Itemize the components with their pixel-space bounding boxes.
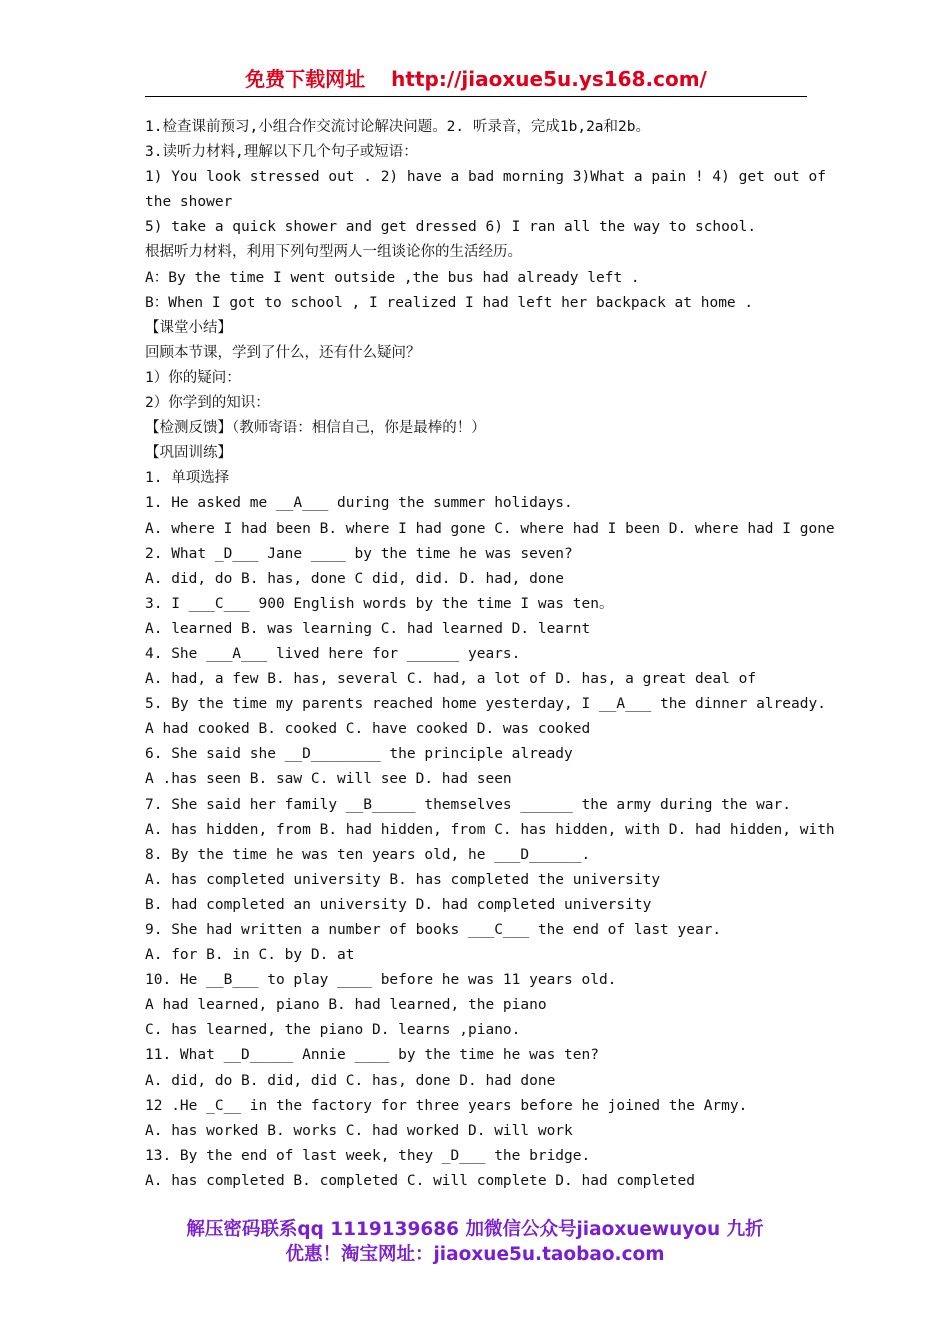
options-line: B. had completed an university D. had completed university	[145, 896, 652, 913]
page-header	[145, 62, 807, 96]
options-line: A. for B. in C. by D. at	[145, 947, 355, 964]
question-line: 6. She said she __D________ the principle already	[145, 746, 573, 763]
options-line: A had learned, piano B. had learned, the piano	[145, 997, 547, 1014]
footer-line-shop[interactable]: 优惠！淘宝网址：jiaoxue5u.taobao.com	[285, 1244, 665, 1265]
text-line: B：When I got to school , I realized I had left her backpack at home .	[145, 294, 754, 311]
options-line: A. has completed university B. has completed the university	[145, 871, 661, 888]
question-line: 3. I ___C___ 900 English words by the time I was ten。	[145, 595, 614, 612]
text-line: 1. 单项选择	[145, 470, 230, 487]
question-line: 11. What __D_____ Annie ____ by the time he was ten?	[145, 1047, 599, 1064]
question-line: 1. He asked me __A___ during the summer holidays.	[145, 495, 573, 512]
options-line: A had cooked B. cooked C. have cooked D. was cooked	[145, 721, 591, 738]
options-line: C. has learned, the piano D. learns ,piano.	[145, 1022, 521, 1039]
header-url[interactable]: http://jiaoxue5u.ys168.com/	[391, 67, 707, 91]
options-line: A .has seen B. saw C. will see D. had seen	[145, 771, 512, 788]
question-line: 13. By the end of last week, they _D___ the bridge.	[145, 1147, 591, 1164]
options-line: A. did, do B. did, did C. has, done D. had done	[145, 1072, 556, 1089]
header-label: 免费下载网址	[245, 67, 366, 91]
options-line: A. has completed B. completed C. will complete D. had completed	[145, 1172, 695, 1189]
text-line: 1）你的疑问：	[145, 369, 241, 386]
text-line: 回顾本节课，学到了什么，还有什么疑问？	[145, 344, 421, 361]
section-heading: 【检测反馈】（教师寄语：相信自己，你是最棒的！）	[145, 420, 486, 437]
text-line: 1.检查课前预习,小组合作交流讨论解决问题。2. 听录音，完成1b,2a和2b。	[145, 119, 650, 135]
text-line: 2）你学到的知识：	[145, 395, 270, 412]
options-line: A. has hidden, from B. had hidden, from C. has hidden, with D. had hidden, with	[145, 821, 835, 838]
question-line: 10. He __B___ to play ____ before he was 11 years old.	[145, 972, 617, 989]
question-line: 12 .He _C__ in the factory for three years before he joined the Army.	[145, 1097, 748, 1114]
options-line: A. where I had been B. where I had gone C. where had I been D. where had I gone	[145, 520, 835, 537]
document-body	[145, 115, 835, 1194]
page-footer	[130, 1217, 820, 1267]
section-heading: 【课堂小结】	[145, 319, 232, 336]
question-line: 7. She said her family __B_____ themselves ______ the army during the war.	[145, 796, 792, 813]
text-line: 5) take a quick shower and get dressed 6) I ran all the way to school.	[145, 219, 757, 236]
question-line: 9. She had written a number of books ___C___ the end of last year.	[145, 922, 722, 938]
text-line: the shower	[145, 194, 233, 211]
footer-line-contact: 解压密码联系qq 1119139686 加微信公众号jiaoxuewuyou 九折	[186, 1219, 764, 1240]
section-heading: 【巩固训练】	[145, 445, 232, 462]
question-line: 5. By the time my parents reached home yesterday, I __A___ the dinner already.	[145, 696, 826, 713]
question-line: 8. By the time he was ten years old, he ___D______.	[145, 846, 591, 863]
header-divider	[145, 96, 807, 97]
question-line: 2. What _D___ Jane ____ by the time he was seven?	[145, 545, 573, 562]
text-line: A：By the time I went outside ,the bus had already left .	[145, 269, 640, 286]
text-line: 1) You look stressed out . 2) have a bad morning 3)What a pain ! 4) get out of	[145, 169, 826, 186]
text-line: 根据听力材料，利用下列句型两人一组谈论你的生活经历。	[145, 244, 522, 261]
text-line: 3.读听力材料,理解以下几个句子或短语：	[145, 144, 418, 161]
options-line: A. learned B. was learning C. had learned D. learnt	[145, 620, 591, 637]
options-line: A. did, do B. has, done C did, did. D. had, done	[145, 570, 565, 587]
options-line: A. had, a few B. has, several C. had, a lot of D. has, a great deal of	[145, 671, 757, 688]
question-line: 4. She ___A___ lived here for ______ years.	[145, 645, 521, 662]
options-line: A. has worked B. works C. had worked D. will work	[145, 1122, 573, 1139]
